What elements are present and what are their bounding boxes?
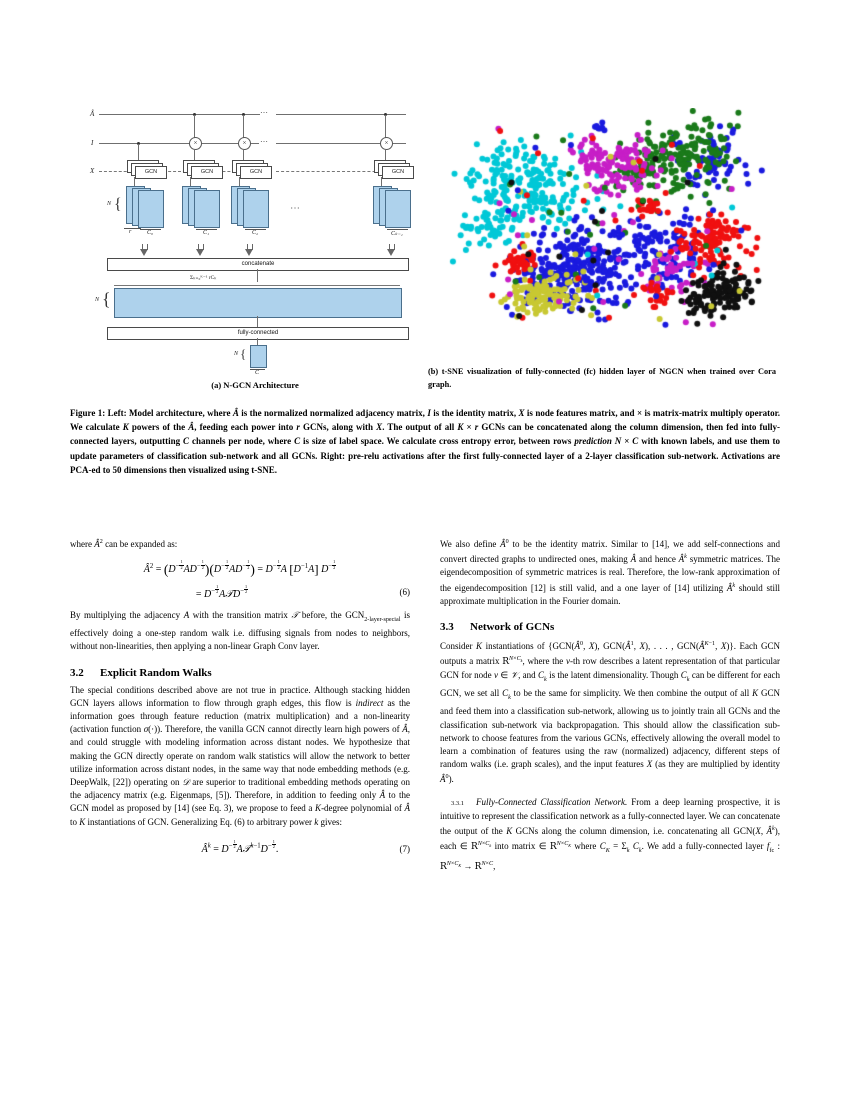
brace-n-out: { — [240, 346, 247, 361]
equation-6 — [70, 560, 410, 600]
label-n-0: N — [107, 201, 112, 207]
multiply-node-2: × — [238, 137, 251, 150]
bus-ellipsis-mid: ⋯ — [260, 137, 269, 146]
label-c-0: C₀ — [147, 230, 154, 236]
paragraph-3-3: Consider K instantiations of {$GCN(Â^0$, X), $GCN(Â^1$, X), . . . , $GCN(Â^{K-1}$, X)}. Each GCN outputs a matrix $R^{N\times C_k}$, where the v-th row describes a latent representation of that particular GCN for node v ∈ 𝒱, and $C_k$ is the latent dimensionality. Though $C_k$ can be different for each GCN, we set all $C_k$ to be the same for simplicity. We then combine the output of all K GCN and feed them into a classification sub-network, allowing us to jointly train all GCNs and the classification sub-network via backpropagation. This should allow the classification sub-network to choose features from the various GCNs, effectively allowing the overall model to learn a combination of features using the raw (normalized) adjacency, different steps of random walks (i.e. graph scales), and the input features X (as they are multiplied by identity $Â^0$). — [440, 641, 781, 785]
output-matrix-k-front — [385, 190, 411, 228]
equation-6-number: (6) — [399, 587, 410, 598]
output-matrix-2-front — [243, 190, 269, 228]
equation-7-body: $Â^k = D^{- \frac{1}{2}}$ $A𝒯^{k-1}D^{- \frac{1}{2}}$ . — [201, 838, 279, 856]
equation-6-line-2: = $D^{- \frac{1}{2}}$ A𝒯D$^{- \frac{1}{2}}$ (6) — [195, 584, 410, 601]
diagram-label-a-hat: Â — [90, 110, 95, 118]
label-c-1: C₁ — [203, 230, 210, 236]
subsection-3-3-1-title: Fully-Connected Classification Network. — [475, 796, 628, 807]
drop-line-a-1 — [194, 115, 195, 138]
subcaption-a: (a) N-GCN Architecture — [211, 380, 299, 390]
bus-line-a-hat — [99, 114, 260, 115]
drop-line-a-2 — [243, 115, 244, 138]
ngcn-architecture-diagram — [90, 108, 420, 376]
body-columns — [70, 536, 780, 1006]
sum-dimension-label: Σₖ₌₀ᴷ⁻¹ rCₖ — [190, 275, 217, 281]
arrow-down-k — [387, 249, 395, 256]
arrow-down-2 — [245, 249, 253, 256]
gcn-box-0-front: GCN — [135, 166, 167, 179]
concatenate-bar: concatenate — [107, 258, 409, 271]
paragraph-right-top: We also define $Â^0$ to be the identity matrix. Similar to [14], we add self-connections and convert directed graphs to undirected ones, making Â and hence $Â^k$ symmetric matrices. The eigendecomposition of symmetric matrices is real. Therefore, the low-rank approximation of the eigendecomposition [12] is still valid, and a one layer of [14] utilizing $Â^k$ should still approximate multiplication in the Fourier domain. — [440, 539, 780, 606]
fully-connected-bar: fully-connected — [107, 327, 409, 340]
multiply-node-k: × — [380, 137, 393, 150]
page-content — [70, 0, 780, 1100]
figure-caption-label: Figure 1: — [70, 408, 106, 418]
left-column — [70, 536, 410, 864]
multiply-node-1: × — [189, 137, 202, 150]
equation-7-number: (7) — [399, 843, 410, 854]
drop-line-a-k — [385, 115, 386, 138]
bigmat-top-measure — [114, 285, 400, 286]
equation-6-line-1: $Â^2 = (D^{- \frac{1}{2}}$ $AD^{- \frac{1}{2}}$ )($D^{- \frac{1}{2}}$ $AD^{- \frac{1}{2}}$ ) = $D^{- \frac{1}{2}}$ A $[D^{-1}A]$ $D^{- \frac{1}{2}}$ — [143, 559, 336, 578]
output-matrix-0-front — [138, 190, 164, 228]
label-c-out: C — [255, 370, 260, 376]
right-column — [440, 536, 780, 874]
prediction-matrix — [250, 345, 267, 368]
concat-to-matrix-line — [257, 269, 258, 282]
gcn-box-1-front: GCN — [191, 166, 223, 179]
output-matrix-1-front — [194, 190, 220, 228]
subsection-3-3-1-number: 3.3.1 — [451, 799, 464, 807]
section-3-2-number: 3.2 — [70, 666, 84, 679]
diagram-label-i: I — [91, 139, 94, 147]
tsne-canvas — [428, 108, 780, 360]
section-3-3-title: Network of GCNs — [470, 621, 555, 634]
concatenated-matrix — [114, 288, 402, 318]
label-r-0: r — [129, 229, 132, 235]
paragraph-3-3-1: 3.3.1 Fully-Connected Classification Network. From a deep learning prospective, it is intuitive to represent the classification network as a fully-connected layer. We can concatenate the output of the K GCNs along the column dimension, i.e. concatenating all GCN(X, $Â^k$), each ∈ $R^{N\times C_k}$ into matrix ∈ $R^{N\times C_K}$ where $C_K = \Sigma_k$ $C_k$. We add a fully-connected layer $f_{fc}$ : $R^{N\times C_K} \to R^{N\times C}$, — [440, 796, 781, 873]
equation-7 — [70, 840, 410, 855]
arrow-down-1 — [196, 249, 204, 256]
figure-caption — [70, 406, 780, 477]
left-intro-line: where $Â^2$ can be expanded as: — [70, 539, 178, 549]
section-heading-3-3 — [440, 621, 780, 633]
label-c-2: C₂ — [252, 230, 259, 236]
paragraph-3-2: The special conditions described above are not true in practice. Although stacking hidden GCN layers allows information to flow through graph edges, this flow is indirect as the information goes through feature reduction (matrix multiplication) and a non-linearity (activation function σ(·)). Therefore, the vanilla GCN cannot directly learn high powers of Â, and could struggle with modeling information across distant nodes. We hypothesize that making the GCN directly operate on random walk statistics will allow the network to better utilize information across distant nodes, in the same way that node embedding methods (e.g. DeepWalk, [22]) operating on 𝒟 are superior to traditional embedding methods operating on the adjacency matrix (e.g. Eigenmaps, [5]). Therefore, in addition to feeding only Â to the GCN model as proposed by [14] (see Eq. 3), we propose to feed a K-degree polynomial of Â to K instantiations of GCN. Generalizing Eq. (6) to arbitrary power k gives: — [70, 684, 411, 827]
figure-caption-text: Left: Model architecture, where Â is the normalized normalized adjacency matrix, I is the identity matrix, X is node features matrix, and × is matrix-matrix multiply operator. We calculate K powers of the Â, feeding each power into r GCNs, along with X. The output of all K × r GCNs can be concatenated along the column dimension, then fed into fully-connected layers, outputting C channels per node, where C is size of label space. We calculate cross entropy error, between rows prediction N × C with known labels, and use them to update parameters of classification sub-network and all GCNs. Right: pre-relu activations after the first fully-connected layer of a 2-layer classification sub-network. Activations are PCA-ed to 50 dimensions then visualized using t-SNE. — [70, 408, 781, 475]
paragraph-after-eq6: By multiplying the adjacency A with the transition matrix 𝒯 before, the $GCN_{2-layer-special}$ is effectively doing a one-step random walk i.e. diffusing signals from nodes to neighbors, without non-linearities, then applying a non-linear Graph Conv layer. — [70, 610, 410, 652]
label-c-k: Cₖ₋₁ — [391, 231, 403, 237]
section-heading-3-2 — [70, 667, 410, 679]
section-3-2-title: Explicit Random Walks — [100, 666, 212, 679]
subcaption-b: (b) t-SNE visualization of fully-connected (fc) hidden layer of NGCN when trained over Cora graph. — [428, 367, 776, 389]
label-n-out: N — [234, 351, 239, 357]
diagram-label-x: X — [90, 167, 95, 175]
gcn-box-2-front: GCN — [240, 166, 272, 179]
label-n-big: N — [95, 297, 100, 303]
bus-ellipsis-top: ⋯ — [260, 108, 269, 117]
arrow-down-0 — [140, 249, 148, 256]
bus-line-i — [99, 143, 259, 144]
brace-n-0: { — [114, 196, 122, 213]
section-3-3-number: 3.3 — [440, 621, 454, 634]
gcn-box-k-front: GCN — [382, 166, 414, 179]
tsne-scatter-plot — [428, 108, 780, 360]
brace-n-big: { — [102, 289, 111, 309]
column-ellipsis: ⋯ — [290, 203, 301, 214]
figure-1 — [70, 108, 780, 396]
underbrace-r-0 — [124, 228, 141, 229]
